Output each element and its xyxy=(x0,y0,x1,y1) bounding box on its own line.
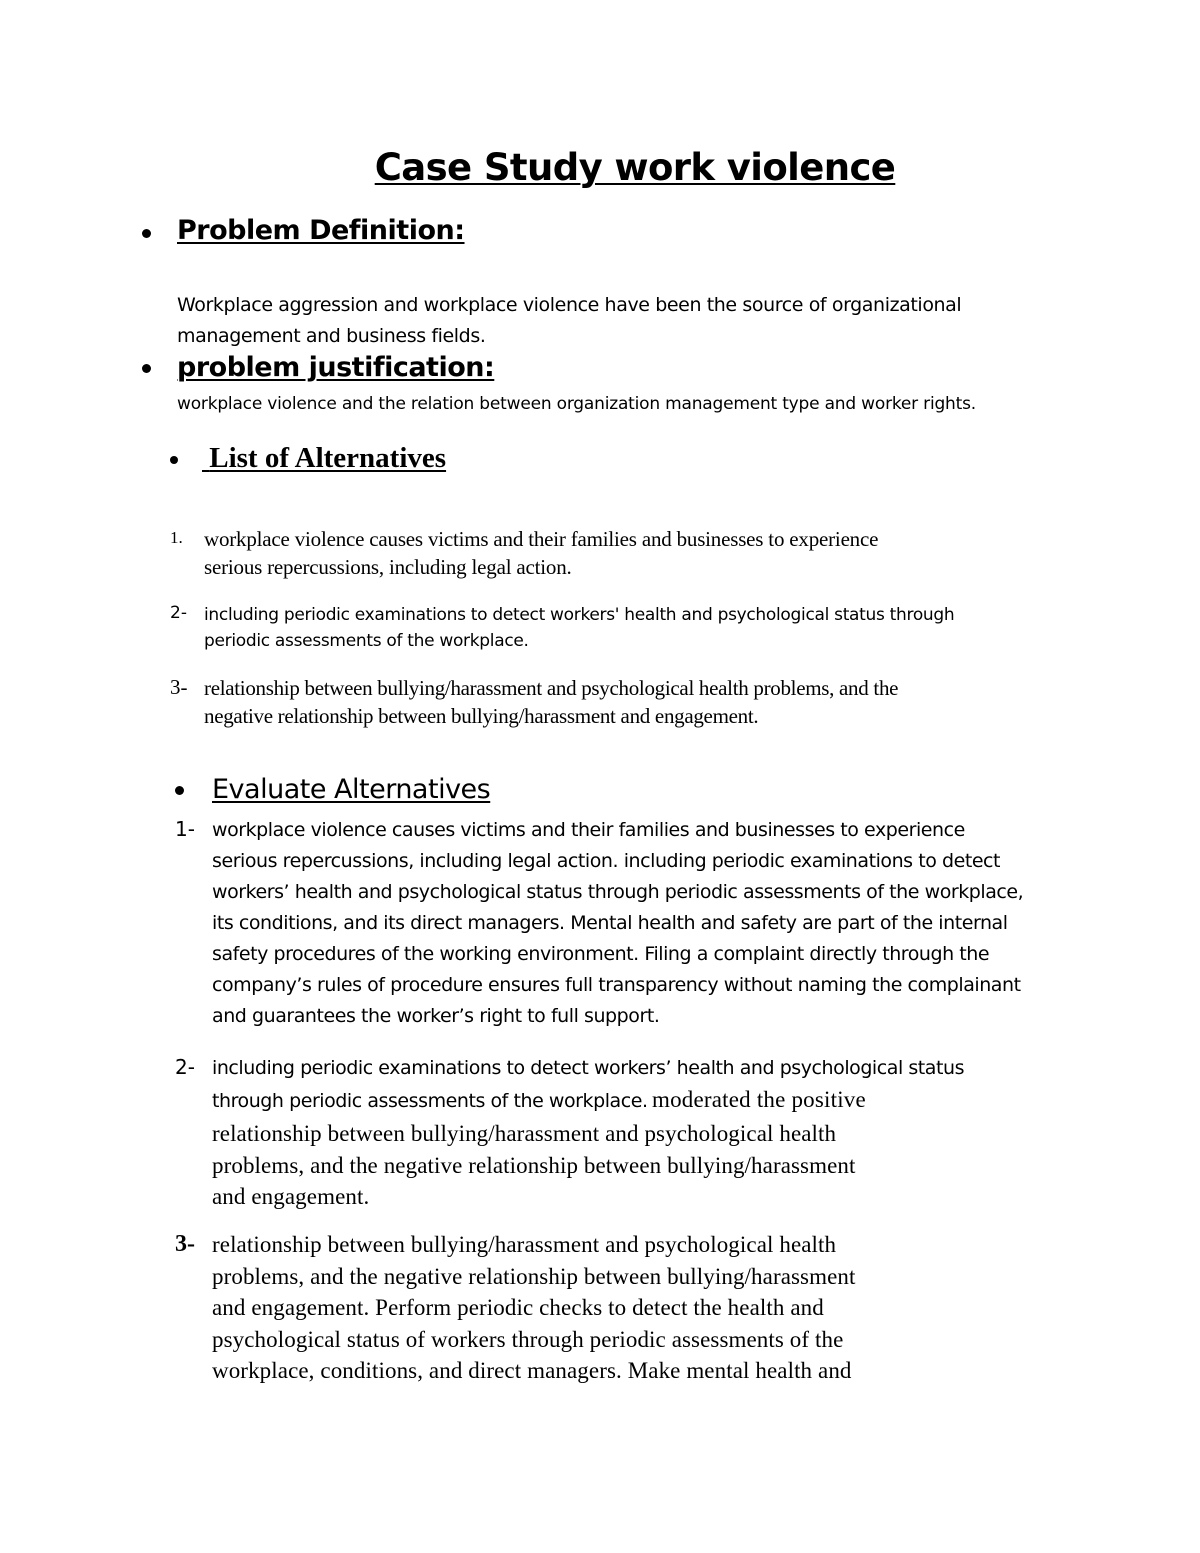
text-line: workers’ health and psychological status through periodic assessments of the workplace, xyxy=(212,881,1024,903)
text-line: relationship between bullying/harassment and psychological health xyxy=(212,1121,837,1146)
alternative-item-2 xyxy=(204,602,954,654)
bullet-icon xyxy=(170,456,178,464)
text-line: psychological status of workers through periodic assessments of the xyxy=(212,1326,844,1352)
text-line: serious repercussions, including legal action. including periodic examinations to detect xyxy=(212,850,1001,872)
bullet-icon xyxy=(142,229,151,238)
text-line: negative relationship between bullying/harassment and engagement. xyxy=(204,704,759,728)
text-line: including periodic examinations to detect workers’ health and psychological status xyxy=(212,1057,965,1079)
text-line xyxy=(212,1084,964,1118)
page-title: Case Study work violence xyxy=(374,146,896,189)
evaluate-number: 2- xyxy=(175,1055,195,1079)
text-line: relationship between bullying/harassment and psychological health problems, and the xyxy=(204,676,899,700)
text-segment: through periodic assessments of the workplace. xyxy=(212,1090,648,1112)
text-line: management and business fields. xyxy=(177,325,486,347)
evaluate-number: 3- xyxy=(175,1231,195,1257)
evaluate-number: 1- xyxy=(175,817,195,841)
text-segment: moderated the positive xyxy=(652,1087,866,1112)
text-line: serious repercussions, including legal action. xyxy=(204,555,572,579)
alternatives-heading xyxy=(202,442,446,475)
text-line: workplace violence causes victims and their families and businesses to experience xyxy=(212,819,965,841)
problem-justification-heading: problem justification: xyxy=(177,352,495,383)
text-line: workplace violence causes victims and their families and businesses to experience xyxy=(204,527,879,551)
evaluate-item-3 xyxy=(212,1229,856,1387)
text-line: its conditions, and its direct managers. Mental health and safety are part of the internal xyxy=(212,912,1008,934)
text-line: workplace, conditions, and direct managers. Make mental health and xyxy=(212,1358,852,1383)
evaluate-item-2 xyxy=(212,1053,964,1213)
text-line: problems, and the negative relationship between bullying/harassment xyxy=(212,1263,856,1289)
problem-justification-text: workplace violence and the relation between organization management type and worker rights. xyxy=(177,394,976,414)
text-line: relationship between bullying/harassment and psychological health xyxy=(212,1232,837,1257)
text-line: Workplace aggression and workplace violence have been the source of organizational xyxy=(177,294,962,316)
text-line: problems, and the negative relationship between bullying/harassment xyxy=(212,1152,856,1178)
problem-definition-heading: Problem Definition: xyxy=(177,215,465,246)
bullet-icon xyxy=(175,786,184,795)
text-line: company’s rules of procedure ensures full transparency without naming the complainant xyxy=(212,974,1021,996)
evaluate-item-1 xyxy=(212,815,1023,1032)
evaluate-heading: Evaluate Alternatives xyxy=(212,774,491,805)
text-line: and engagement. xyxy=(212,1184,370,1209)
text-line: safety procedures of the working environment. Filing a complaint directly through the xyxy=(212,943,990,965)
alternatives-heading-text: List of Alternatives xyxy=(209,442,447,474)
alternative-number: 3- xyxy=(170,675,188,699)
text-block xyxy=(212,1118,964,1213)
text-line: periodic assessments of the workplace. xyxy=(204,631,529,651)
alternative-item-3 xyxy=(204,674,898,730)
bullet-icon xyxy=(142,364,151,373)
text-line: and engagement. Perform periodic checks to detect the health and xyxy=(212,1295,824,1320)
text-line: and guarantees the worker’s right to full support. xyxy=(212,1005,660,1027)
alternative-number: 1. xyxy=(170,528,183,547)
alternative-item-1 xyxy=(204,525,878,581)
alternative-number: 2- xyxy=(170,603,187,623)
problem-definition-text xyxy=(177,290,961,352)
text-line: including periodic examinations to detect workers' health and psychological status through xyxy=(204,605,955,625)
